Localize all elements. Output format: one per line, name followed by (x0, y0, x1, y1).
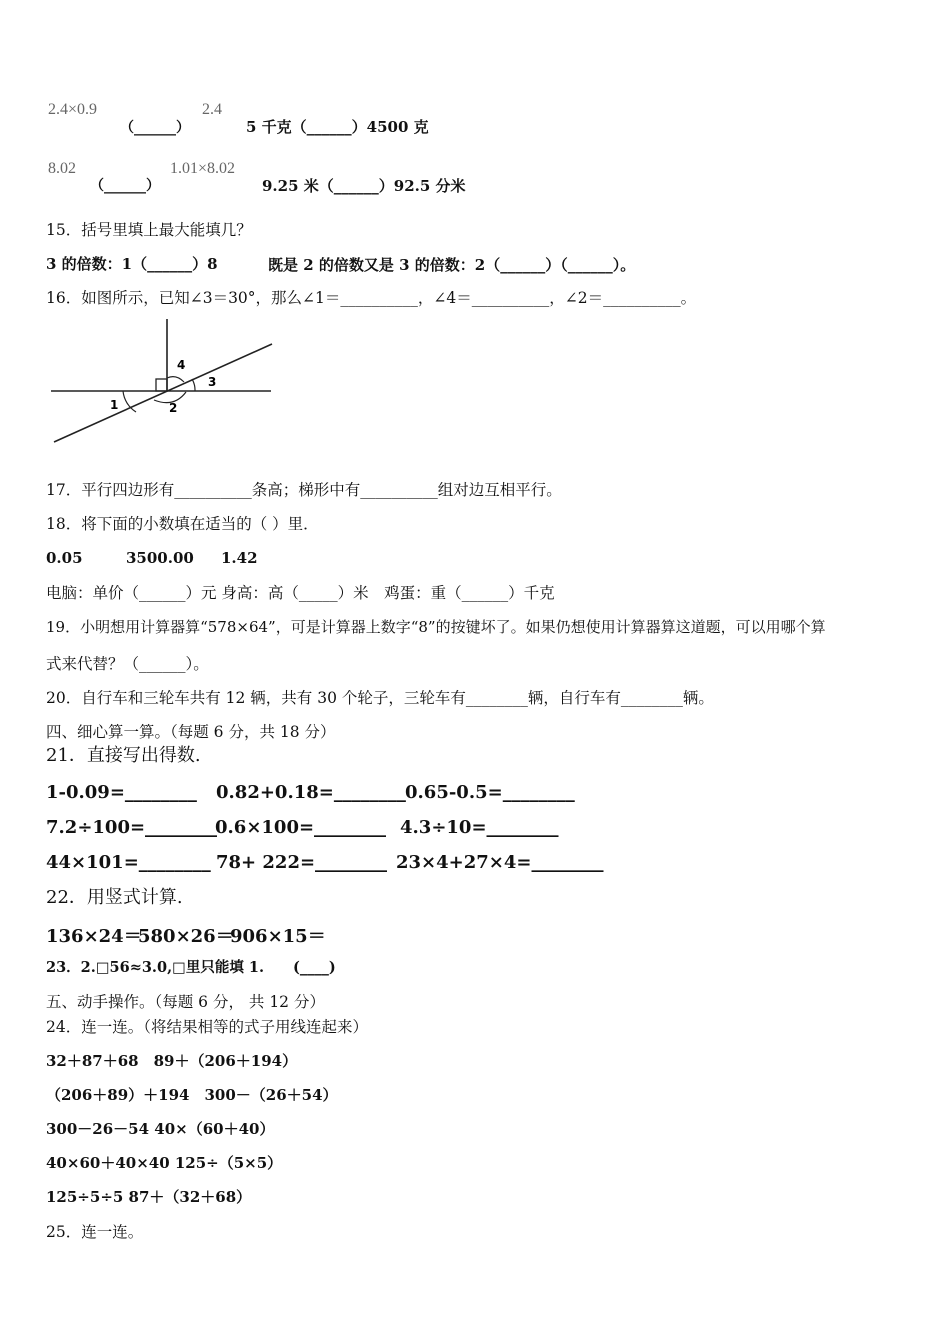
q21-r2c1: 7.2÷100=________ (46, 817, 218, 838)
q25-title: 25．连一连。 (46, 1223, 144, 1241)
q18-num-1: 0.05 (46, 549, 83, 567)
q16-text: 16．如图所示，已知∠3＝30°，那么∠1＝__________，∠4＝__________，∠2＝__________。 (46, 289, 697, 307)
q17-text: 17．平行四边形有__________条高；梯形中有__________组对边互相平行。 (46, 481, 562, 499)
q14-r1-compare: 5 千克（______）4500 克 (246, 118, 429, 136)
label-2: 2 (169, 401, 178, 415)
angle-figure (46, 316, 286, 446)
section4-title: 四、细心算一算。（每题 6 分，共 18 分） (46, 723, 336, 741)
q14-r2-expr-a: 8.02 (48, 160, 76, 177)
q21-r2c3: 4.3÷10=________ (400, 817, 559, 838)
label-3: 3 (208, 375, 217, 389)
q21-r2c2: 0.6×100=________ (215, 817, 387, 838)
q14-r1-expr-b: 2.4 (202, 101, 222, 118)
q24-row-4: 40×60＋40×40 125÷（5×5） (46, 1154, 283, 1172)
q14-r2-compare: 9.25 米（______）92.5 分米 (262, 177, 466, 195)
q14-r2-blank[interactable]: （______） (90, 178, 160, 194)
q24-row-2: （206＋89）＋194 300－（26＋54） (46, 1086, 338, 1104)
q19-line1: 19．小明想用计算器算“578×64”，可是计算器上数字“8”的按键坏了。如果仍想使用计算器算这道题，可以用哪个算 (46, 618, 826, 636)
q18-num-3: 1.42 (221, 549, 258, 567)
q15-title: 15．括号里填上最大能填几？ (46, 221, 252, 239)
q21-r3c2: 78+ 222=________ (216, 852, 388, 873)
q20-text: 20．自行车和三轮车共有 12 辆，共有 30 个轮子，三轮车有________辆，自行车有________辆。 (46, 689, 714, 707)
slanted-line (54, 344, 272, 442)
q22-item-2: 580×26＝ (138, 926, 234, 947)
q22-item-1: 136×24＝ (46, 926, 142, 947)
label-4: 4 (177, 358, 186, 372)
right-angle-mark (156, 379, 167, 391)
q18-line: 电脑：单价（______）元 身高：高（_____）米 鸡蛋：重（______）千克 (46, 584, 555, 602)
q14-r1-blank[interactable]: （______） (120, 120, 190, 136)
q21-r1c3: 0.65-0.5=________ (405, 782, 575, 803)
q18-num-2: 3500.00 (126, 549, 194, 567)
angle-4-arc (167, 377, 184, 382)
q14-r2-expr-b: 1.01×8.02 (170, 160, 236, 177)
q21-r3c1: 44×101=________ (46, 852, 211, 873)
q21-title: 21．直接写出得数. (46, 745, 201, 766)
q24-title: 24．连一连。（将结果相等的式子用线连起来） (46, 1018, 368, 1036)
q15-line-b: 既是 2 的倍数又是 3 的倍数：2（______）（______）。 (268, 256, 636, 274)
q24-row-3: 300－26－54 40×（60＋40） (46, 1120, 275, 1138)
q22-title: 22．用竖式计算. (46, 887, 183, 908)
q22-item-3: 906×15＝ (230, 926, 326, 947)
q19-line2: 式来代替？（______）。 (46, 655, 209, 673)
label-1: 1 (110, 398, 119, 412)
angle-3-arc (192, 379, 195, 391)
q18-text: 18．将下面的小数填在适当的（ ）里． (46, 515, 319, 533)
q24-row-5: 125÷5÷5 87＋（32＋68） (46, 1188, 252, 1206)
q21-r3c3: 23×4+27×4=________ (396, 852, 604, 873)
q21-r1c2: 0.82+0.18=________ (216, 782, 406, 803)
q14-r1-expr-a: 2.4×0.9 (48, 101, 98, 118)
q23-text: 23．2.□56≈3.0,□里只能填 1. (____) (46, 959, 336, 976)
q15-line-a: 3 的倍数：1（______）8 (46, 255, 218, 273)
q24-row-1: 32＋87＋68 89＋（206＋194） (46, 1052, 298, 1070)
q21-r1c1: 1-0.09=________ (46, 782, 197, 803)
section5-title: 五、动手操作。（每题 6 分， 共 12 分） (46, 993, 325, 1011)
